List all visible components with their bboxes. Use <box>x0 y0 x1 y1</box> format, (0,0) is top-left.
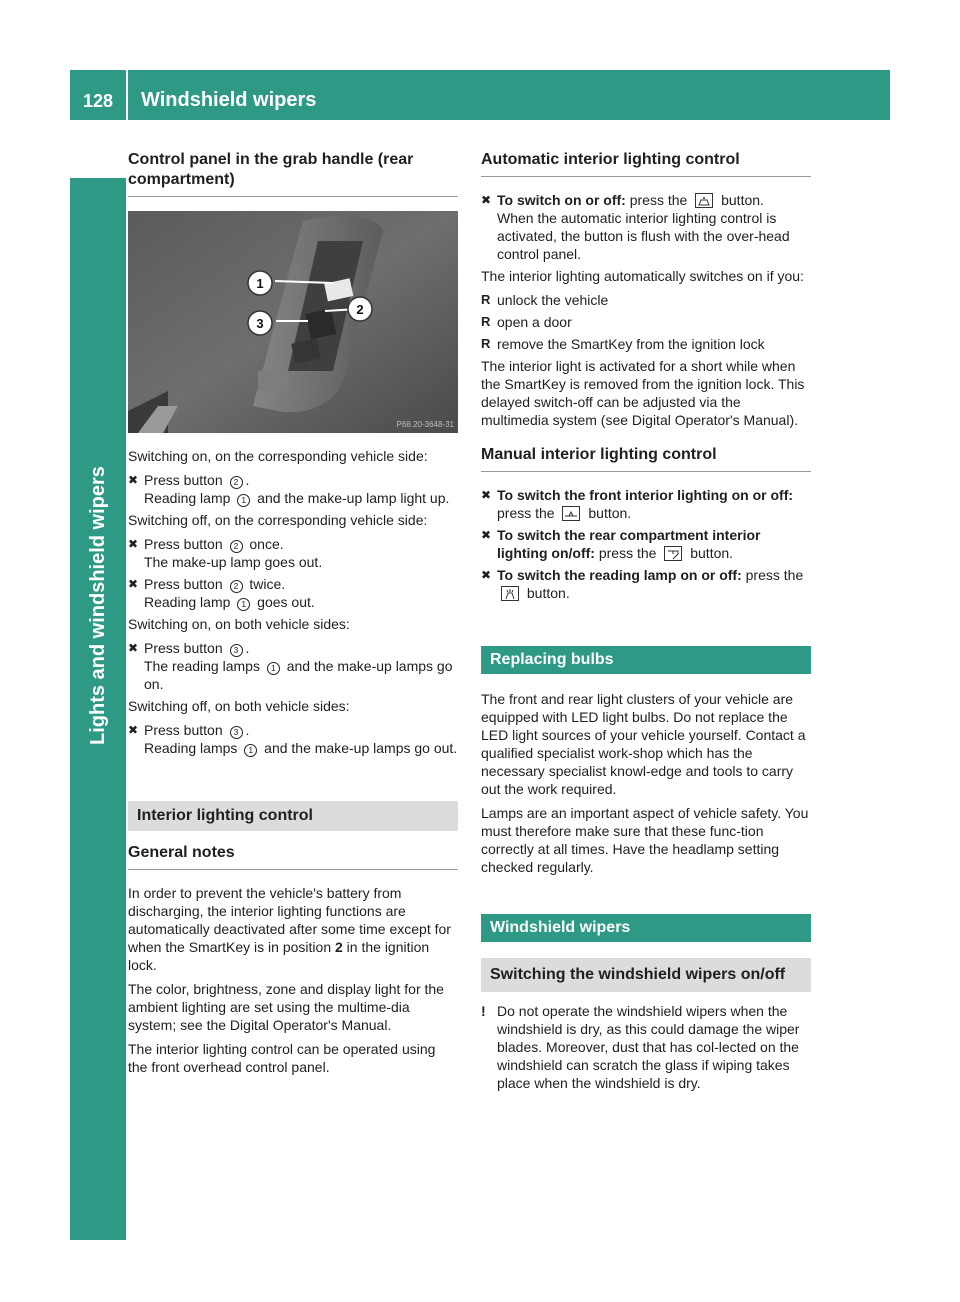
callout-ref-1: 1 <box>267 662 280 675</box>
svg-text:1: 1 <box>256 276 264 291</box>
side-tab-label: Lights and windshield wipers <box>87 466 109 745</box>
callout-ref-1: 1 <box>237 494 250 507</box>
step-auto-switch: ✖ To switch on or off: press the button. When the automatic interior lighting control is activated, the button is flush with the over-head control panel. <box>481 192 790 262</box>
step-press-button-3-off: ✖ Press button 3 . Reading lamps 1 and the make-up lamps go out. <box>128 722 458 756</box>
page-number: 128 <box>82 91 114 111</box>
arrow-right-icon: ✖ <box>481 528 492 542</box>
bulbs-para-2: Lamps are an important aspect of vehicle safety. You must therefore make sure that these func-tion correctly at all times. Have the headlamp setting checked regularly. <box>481 805 809 875</box>
photo-code: P68.20-3648-31 <box>396 420 454 429</box>
callout-ref-3: 3 <box>230 726 243 739</box>
side-tab-label-wrap <box>80 466 120 785</box>
switching-wipers-band: Switching the windshield wipers on/off <box>481 958 811 992</box>
general-notes-heading: General notes <box>128 843 458 870</box>
arrow-right-icon: ✖ <box>128 641 139 655</box>
replacing-bulbs-band: Replacing bulbs <box>481 646 811 674</box>
auto-para-2: The interior light is activated for a short while when the SmartKey is removed from the ignition lock. This delayed switch-off can be adjusted via the multimedia system (see Digital Operator's Manual). <box>481 358 805 428</box>
step-press-once: ✖ Press button 2 once. The make-up lamp goes out. <box>128 536 323 570</box>
step-press-button-2: ✖ Press button 2 . Reading lamp 1 and the make-up lamp light up. <box>128 472 450 506</box>
side-tab-notch <box>70 120 126 178</box>
arrow-right-icon: ✖ <box>128 577 139 591</box>
callout-2 <box>348 297 372 321</box>
step-rear-lighting: ✖ To switch the rear compartment interior lighting on/off: press the button. <box>481 527 761 561</box>
callout-ref-3: 3 <box>230 644 243 657</box>
grab-handle-heading: Control panel in the grab handle (rear compartment) <box>128 150 458 197</box>
arrow-right-icon: ✖ <box>128 473 139 487</box>
step-reading-lamp: ✖ To switch the reading lamp on or off: press the button. <box>481 567 804 601</box>
right-column <box>481 150 811 1092</box>
automatic-lighting-heading: Automatic interior lighting control <box>481 150 811 177</box>
callout-1 <box>248 271 272 295</box>
callout-ref-2: 2 <box>230 540 243 553</box>
svg-text:2: 2 <box>356 302 364 317</box>
header-divider <box>126 70 128 120</box>
general-notes-para-2: The color, brightness, zone and display light for the ambient lighting are set using the multime-dia system; see the Digital Operator's Manual. <box>128 981 444 1033</box>
step-press-button-3-on: ✖ Press button 3 . The reading lamps 1 and the make-up lamps go on. <box>128 640 453 692</box>
wiper-warning: ! Do not operate the windshield wipers when the windshield is dry, as this could damage the wiper blades. Moreover, dust that has col-lected on the windshield can scratch the glass if wiping takes place when the windshield is dry. <box>481 1003 800 1091</box>
front-lamp-button-icon <box>562 506 580 521</box>
callout-ref-1: 1 <box>237 598 250 611</box>
left-column <box>128 150 458 1082</box>
warning-icon: ! <box>481 1003 486 1019</box>
arrow-right-icon: ✖ <box>481 568 492 582</box>
reading-lamp-button-icon <box>501 586 519 601</box>
list-item: R remove the SmartKey from the ignition lock <box>481 336 765 352</box>
list-item: R open a door <box>481 314 572 330</box>
callout-ref-1: 1 <box>244 744 257 757</box>
manual-lighting-heading: Manual interior lighting control <box>481 445 811 472</box>
arrow-right-icon: ✖ <box>481 193 492 207</box>
para-switch-off-both: Switching off, on both vehicle sides: <box>128 698 350 714</box>
arrow-right-icon: ✖ <box>128 537 139 551</box>
arrow-right-icon: ✖ <box>481 488 492 502</box>
list-item: R unlock the vehicle <box>481 292 609 308</box>
r-bullet-icon: R <box>481 292 491 307</box>
auto-lamp-off-button-icon <box>695 193 713 208</box>
r-bullet-icon: R <box>481 336 491 351</box>
arrow-right-icon: ✖ <box>128 723 139 737</box>
windshield-wipers-band: Windshield wipers <box>481 914 811 942</box>
general-notes-para-3: The interior lighting control can be operated using the front overhead control panel. <box>128 1041 436 1075</box>
step-front-lighting: ✖ To switch the front interior lighting on or off: press the button. <box>481 487 794 521</box>
callout-ref-2: 2 <box>230 476 243 489</box>
bulbs-para-1: The front and rear light clusters of your vehicle are equipped with LED light bulbs. Do not replace the LED light sources of your vehicle yourself. Contact a qualified specialist work-shop which has the necessary specialist knowl-edge and tools to carry out the work required. <box>481 691 806 797</box>
step-press-twice: ✖ Press button 2 twice. Reading lamp 1 goes out. <box>128 576 315 610</box>
interior-lighting-control-band: Interior lighting control <box>128 801 458 831</box>
callout-3 <box>248 311 272 335</box>
grab-handle-photo <box>128 211 458 433</box>
page-title: Windshield wipers <box>141 89 317 111</box>
r-bullet-icon: R <box>481 314 491 329</box>
svg-text:3: 3 <box>256 316 264 331</box>
para-switch-on-both: Switching on, on both vehicle sides: <box>128 616 350 632</box>
callout-ref-2: 2 <box>230 580 243 593</box>
rear-lamp-button-icon <box>664 546 682 561</box>
para-switch-on-side: Switching on, on the corresponding vehicle side: <box>128 448 428 464</box>
auto-para-1: The interior lighting automatically switches on if you: <box>481 268 804 284</box>
para-switch-off-side: Switching off, on the corresponding vehicle side: <box>128 512 428 528</box>
general-notes-para-1: In order to prevent the vehicle's battery from discharging, the interior lighting functions are automatically deactivated after some time except for when the SmartKey is in position 2 in the ignition lock. <box>128 885 451 973</box>
